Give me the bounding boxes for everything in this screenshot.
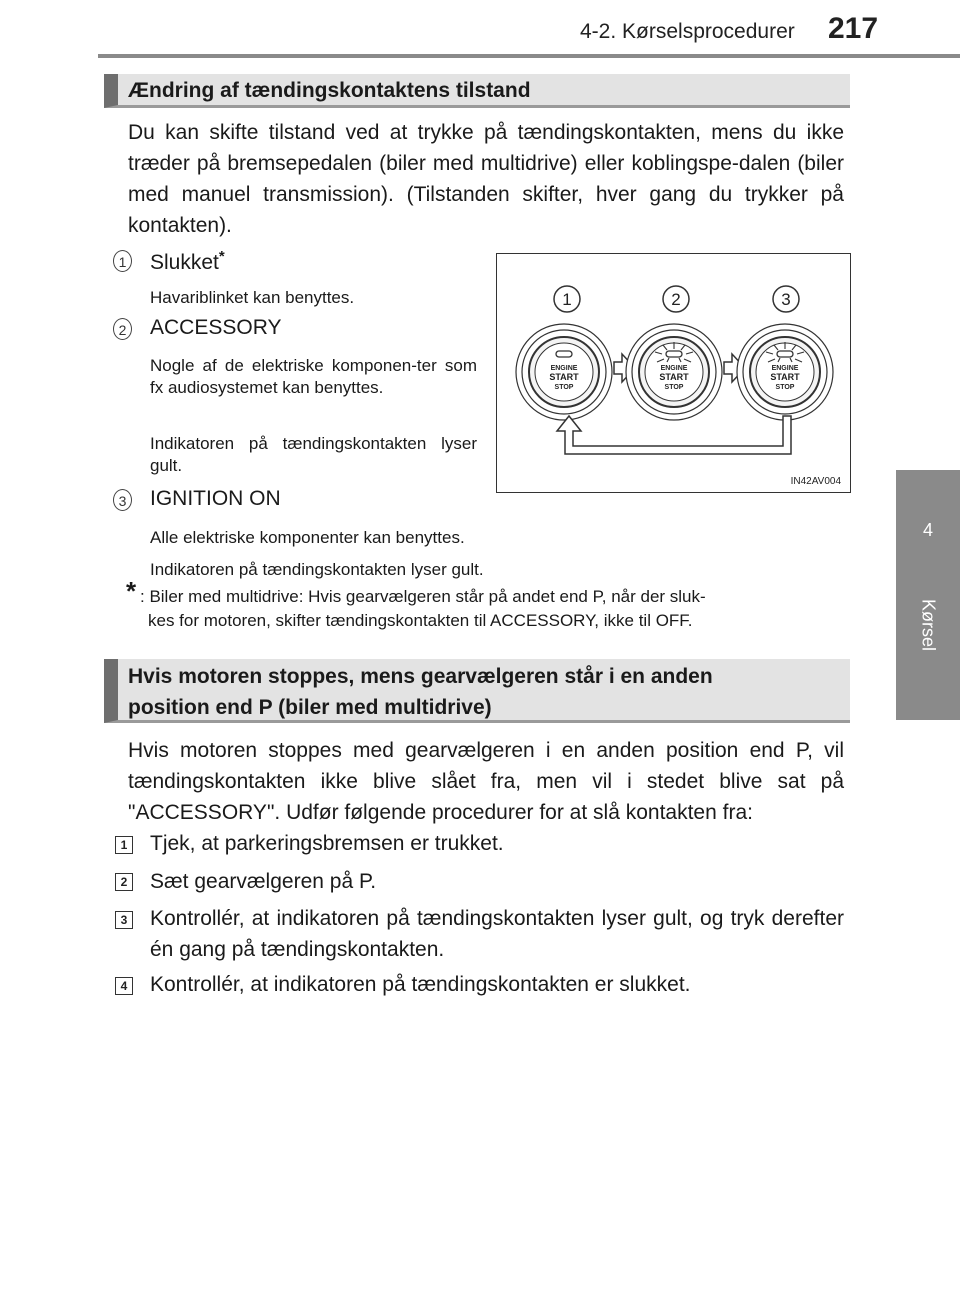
svg-text:3: 3 — [781, 290, 791, 309]
section2-title-line-2: position end P (biler med multidrive) — [128, 696, 492, 719]
chapter-tab — [896, 470, 960, 720]
ignition-switch-illustration — [497, 254, 852, 494]
item-number-1: 1 — [113, 250, 132, 272]
step-number-3: 3 — [115, 911, 133, 929]
diagram-code: IN42AV004 — [790, 476, 841, 487]
chapter-tab-label-text: Kørsel — [918, 598, 939, 652]
section2-intro: Hvis motoren stoppes med gearvælgeren i en anden position end P, vil tændingskontakten ikke blive slået fra, men vil i stedet blive sat på "ACCESSORY". Udfør følgende procedurer for at slå kontakten fra: — [128, 739, 844, 824]
diagram-label-1 — [554, 286, 580, 312]
section-heading-ignition-mode: Ændring af tændingskontaktens tilstand — [104, 74, 850, 108]
header-rule — [98, 54, 960, 58]
svg-text:ENGINE: ENGINE — [550, 365, 578, 372]
start-button-ignition-on-icon — [737, 324, 833, 420]
footnote-line-2: kes for motoren, skifter tændingskontakten til ACCESSORY, ikke til OFF. — [148, 611, 693, 630]
item-number-2: 2 — [113, 318, 132, 340]
footnote — [126, 576, 848, 633]
step-text-1: Tjek, at parkeringsbremsen er trukket. — [150, 832, 504, 855]
ignition-switch-diagram — [496, 253, 851, 493]
svg-text:STOP: STOP — [554, 384, 574, 391]
footnote-ref-mark: * — [218, 248, 225, 265]
start-button-accessory-icon — [626, 324, 722, 420]
svg-text:STOP: STOP — [775, 384, 795, 391]
start-button-off-icon — [516, 324, 612, 420]
section2-title-line-1: Hvis motoren stoppes, mens gearvælgeren står i en anden — [128, 665, 713, 688]
step-text-2: Sæt gearvælgeren på P. — [150, 870, 377, 893]
item-desc-off: Havariblinket kan benyttes. — [150, 288, 355, 307]
return-arrow-icon — [557, 416, 791, 454]
svg-text:STOP: STOP — [664, 384, 684, 391]
svg-text:ENGINE: ENGINE — [771, 365, 799, 372]
item-desc-accessory-1: Nogle af de elektriske komponen-ter som fx audiosystemet kan benyttes. — [150, 356, 477, 397]
step-text-4: Kontrollér, at indikatoren på tændingskontakten er slukket. — [150, 973, 691, 996]
chapter-tab-number: 4 — [922, 520, 933, 540]
diagram-label-2 — [663, 286, 689, 312]
item-number-3: 3 — [113, 489, 132, 511]
svg-text:2: 2 — [671, 290, 681, 309]
item-title-off — [150, 248, 225, 275]
item-title-accessory: ACCESSORY — [150, 316, 282, 339]
chapter-tab-label — [900, 560, 956, 690]
svg-text:START: START — [549, 372, 579, 382]
section1-intro: Du kan skifte tilstand ved at trykke på tændingskontakten, mens du ikke træder på bremsepedalen (biler med multidrive) eller koblingspe-dalen (biler med manuel transmission). (Tilstanden skifter, hver gang du trykker på kontakten). — [128, 121, 844, 237]
item-title-ignition-on: IGNITION ON — [150, 487, 281, 510]
step-number-4: 4 — [115, 977, 133, 995]
item-title-off-text: Slukket — [150, 251, 219, 274]
section-heading-engine-stopped — [104, 659, 850, 723]
footnote-line-1: : Biler med multidrive: Hvis gearvælgeren står på andet end P, når der sluk- — [140, 587, 706, 606]
footnote-mark: * — [126, 576, 137, 606]
item-desc-ignition-on-2: Indikatoren på tændingskontakten lyser gult. — [150, 560, 484, 579]
diagram-label-3 — [773, 286, 799, 312]
page-number: 217 — [828, 12, 879, 45]
item-desc-accessory-2: Indikatoren på tændingskontakten lyser gult. — [150, 434, 477, 475]
svg-text:1: 1 — [562, 290, 572, 309]
svg-text:START: START — [659, 372, 689, 382]
step-number-2: 2 — [115, 873, 133, 891]
step-text-3: Kontrollér, at indikatoren på tændingskontakten lyser gult, og tryk derefter én gang på tændingskontakten. — [150, 907, 844, 961]
svg-text:ENGINE: ENGINE — [660, 365, 688, 372]
item-desc-ignition-on-1: Alle elektriske komponenter kan benyttes. — [150, 528, 465, 547]
svg-text:START: START — [770, 372, 800, 382]
section-breadcrumb: 4-2. Kørselsprocedurer — [580, 20, 795, 43]
step-number-1: 1 — [115, 836, 133, 854]
